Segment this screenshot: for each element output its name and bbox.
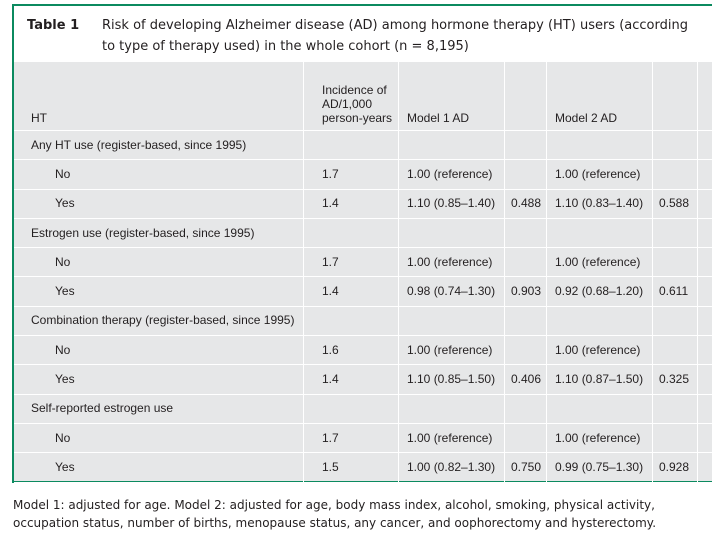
section-row — [14, 306, 712, 336]
row-label: Yes — [55, 196, 75, 211]
column-separator — [303, 306, 304, 335]
column-separator — [697, 62, 698, 130]
column-separator — [398, 130, 399, 159]
model-2-estimate: 1.10 (0.83–1.40) — [555, 196, 644, 211]
column-separator — [546, 335, 547, 364]
row-label: No — [55, 430, 71, 445]
section-title: Self-reported estrogen use — [31, 401, 174, 416]
table-row — [14, 277, 712, 307]
column-separator — [303, 335, 304, 364]
section-row — [14, 218, 712, 248]
column-separator — [546, 364, 547, 393]
column-separator — [504, 159, 505, 188]
table-row — [14, 189, 712, 219]
column-separator — [546, 159, 547, 188]
column-separator — [697, 452, 698, 481]
column-separator — [303, 364, 304, 393]
column-separator — [504, 452, 505, 481]
column-separator — [546, 306, 547, 335]
model-2-estimate: 0.92 (0.68–1.20) — [555, 284, 644, 299]
column-separator — [398, 423, 399, 452]
column-separator — [652, 364, 653, 393]
column-separator — [504, 130, 505, 159]
column-separator — [652, 189, 653, 218]
section-title: Combination therapy (register-based, since 1995) — [31, 313, 295, 328]
column-separator — [398, 306, 399, 335]
column-separator — [398, 394, 399, 423]
column-separator — [697, 277, 698, 306]
column-separator — [398, 335, 399, 364]
incidence-cell: 1.5 — [322, 459, 339, 474]
column-separator — [398, 247, 399, 276]
section-title: Estrogen use (register-based, since 1995) — [31, 225, 255, 240]
table-row — [14, 452, 712, 482]
column-separator — [652, 277, 653, 306]
column-separator — [697, 247, 698, 276]
column-separator — [303, 394, 304, 423]
column-separator — [652, 423, 653, 452]
column-separator — [546, 423, 547, 452]
table-header-row — [14, 62, 712, 131]
column-separator — [546, 277, 547, 306]
column-separator — [303, 218, 304, 247]
column-separator — [697, 189, 698, 218]
incidence-cell: 1.4 — [322, 372, 339, 387]
table-title: Risk of developing Alzheimer disease (AD) among hormone therapy (HT) users (according to type of therapy used) in the whole cohort (n = 8,195) — [102, 18, 688, 54]
column-separator — [303, 423, 304, 452]
column-separator — [303, 247, 304, 276]
column-separator — [652, 335, 653, 364]
incidence-cell: 1.4 — [322, 196, 339, 211]
model-2-p-value: 0.928 — [659, 459, 690, 474]
row-label: Yes — [55, 284, 75, 299]
column-separator — [398, 218, 399, 247]
column-separator — [504, 189, 505, 218]
column-separator — [546, 130, 547, 159]
column-separator — [504, 218, 505, 247]
table-row — [14, 247, 712, 277]
model-2-p-value: 0.325 — [659, 372, 690, 387]
column-separator — [546, 189, 547, 218]
table-row — [14, 335, 712, 365]
column-separator — [303, 130, 304, 159]
data-table — [14, 62, 712, 481]
section-row — [14, 130, 712, 160]
model-1-p-value: 0.750 — [511, 459, 542, 474]
row-label: Yes — [55, 372, 75, 387]
table-row — [14, 364, 712, 394]
column-separator — [504, 277, 505, 306]
column-separator — [504, 306, 505, 335]
column-separator — [697, 394, 698, 423]
column-separator — [652, 62, 653, 130]
column-separator — [504, 335, 505, 364]
column-separator — [303, 62, 304, 130]
model-2-estimate: 0.99 (0.75–1.30) — [555, 459, 644, 474]
column-separator — [398, 452, 399, 481]
table-label: Table 1 — [27, 18, 80, 33]
header-ht: HT — [31, 111, 47, 125]
section-title: Any HT use (register-based, since 1995) — [31, 137, 247, 152]
column-separator — [303, 452, 304, 481]
column-separator — [504, 364, 505, 393]
model-2-estimate: 1.10 (0.87–1.50) — [555, 372, 644, 387]
column-separator — [504, 394, 505, 423]
column-separator — [504, 423, 505, 452]
column-separator — [398, 189, 399, 218]
model-2-p-value: 0.588 — [659, 196, 690, 211]
header-model-2: Model 2 AD — [555, 111, 618, 125]
column-separator — [303, 277, 304, 306]
column-separator — [697, 130, 698, 159]
column-separator — [398, 159, 399, 188]
row-label: No — [55, 254, 71, 269]
column-separator — [398, 277, 399, 306]
column-separator — [697, 335, 698, 364]
column-separator — [652, 159, 653, 188]
column-separator — [546, 247, 547, 276]
section-row — [14, 394, 712, 424]
model-1-estimate: 1.00 (0.82–1.30) — [407, 459, 496, 474]
header-model-1: Model 1 AD — [407, 111, 470, 125]
model-2-estimate: 1.00 (reference) — [555, 254, 641, 269]
column-separator — [303, 189, 304, 218]
model-1-estimate: 1.00 (reference) — [407, 430, 493, 445]
model-2-estimate: 1.00 (reference) — [555, 430, 641, 445]
column-separator — [652, 306, 653, 335]
column-separator — [303, 159, 304, 188]
incidence-cell: 1.7 — [322, 166, 339, 181]
column-separator — [697, 364, 698, 393]
column-separator — [697, 218, 698, 247]
column-separator — [504, 62, 505, 130]
column-separator — [697, 159, 698, 188]
row-label: No — [55, 342, 71, 357]
column-separator — [546, 394, 547, 423]
column-separator — [546, 218, 547, 247]
column-separator — [546, 62, 547, 130]
model-2-p-value: 0.611 — [659, 284, 689, 299]
model-1-p-value: 0.488 — [511, 196, 542, 211]
column-separator — [652, 218, 653, 247]
model-1-p-value: 0.903 — [511, 284, 542, 299]
column-separator — [504, 247, 505, 276]
incidence-cell: 1.6 — [322, 342, 339, 357]
table-row — [14, 159, 712, 189]
row-label: Yes — [55, 459, 75, 474]
model-1-estimate: 1.10 (0.85–1.50) — [407, 372, 496, 387]
column-separator — [697, 423, 698, 452]
model-1-estimate: 1.00 (reference) — [407, 342, 493, 357]
column-separator — [652, 452, 653, 481]
header-incidence: Incidence of AD/1,000 person-years — [322, 83, 393, 125]
incidence-cell: 1.7 — [322, 430, 339, 445]
model-1-estimate: 1.00 (reference) — [407, 166, 493, 181]
column-separator — [398, 364, 399, 393]
column-separator — [652, 394, 653, 423]
incidence-cell: 1.7 — [322, 254, 339, 269]
model-1-p-value: 0.406 — [511, 372, 542, 387]
model-1-estimate: 0.98 (0.74–1.30) — [407, 284, 496, 299]
table-caption — [13, 4, 712, 62]
table-row — [14, 423, 712, 453]
incidence-cell: 1.4 — [322, 284, 339, 299]
model-1-estimate: 1.00 (reference) — [407, 254, 493, 269]
model-2-estimate: 1.00 (reference) — [555, 342, 641, 357]
row-label: No — [55, 166, 71, 181]
model-1-estimate: 1.10 (0.85–1.40) — [407, 196, 496, 211]
model-2-estimate: 1.00 (reference) — [555, 166, 641, 181]
table-footnote: Model 1: adjusted for age. Model 2: adjusted for age, body mass index, alcohol, smoking, physical activity, occupation status, number of births, menopause status, any cancer, and oophorectomy and hysterectomy. — [13, 498, 657, 530]
column-separator — [652, 130, 653, 159]
column-separator — [697, 306, 698, 335]
column-separator — [546, 452, 547, 481]
column-separator — [652, 247, 653, 276]
